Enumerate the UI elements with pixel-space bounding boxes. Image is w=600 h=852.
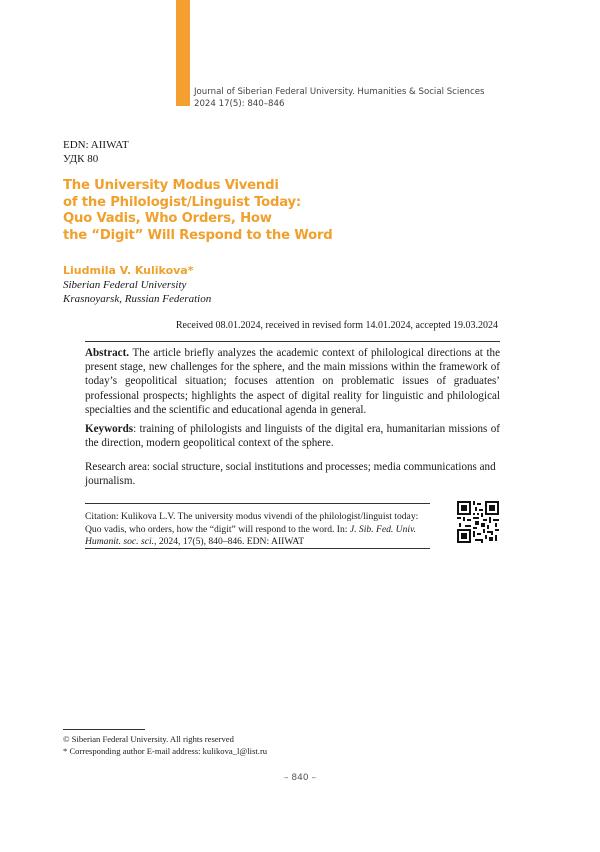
citation-suffix: , 2024, 17(5), 840–846. EDN: AIIWAT [154,536,305,548]
keywords-label: Keywords [85,423,134,435]
copyright-note: © Siberian Federal University. All rights reserved [63,734,234,744]
title-line: the “Digit” Will Respond to the Word [63,227,333,243]
journal-name: Journal of Siberian Federal University. Humanities & Social Sciences [194,87,485,97]
article-identifiers [63,138,129,166]
citation-journal: J. Sib. Fed. Univ. Humanit. soc. sci. [85,523,417,548]
abstract-text: The article briefly analyzes the academic context of philological directions at the present stage, new challenges for the sphere, and the main missions within the framework of today’s geopolitical situation; focuses attention on problematic issues of graduates’ professional prospects; highlights the aspect of digital reality for linguistic and philological specialties and the scientific and educational agenda in general. [85,347,500,416]
keywords-text: : training of philologists and linguists of the digital era, humanitarian missions of the direction, modern geopolitical context of the sphere. [85,423,500,450]
title-line: of the Philologist/Linguist Today: [63,194,301,210]
keywords [85,422,500,450]
header-accent-bar [176,0,190,106]
divider [85,341,500,342]
page-number: – 840 – [284,773,316,783]
edn-code: EDN: AIIWAT [63,139,129,151]
affiliation-institution: Siberian Federal University [63,279,187,291]
abstract [85,346,500,417]
footnote-divider [63,729,145,730]
footnotes [63,733,267,757]
title-line: The University Modus Vivendi [63,178,279,193]
abstract-label: Abstract. [85,347,130,359]
corresponding-author-note: * Corresponding author E-mail address: kulikova_l@list.ru [63,746,268,756]
citation-prefix: Citation: Kulikova L.V. The university modus vivendi of the philologist/linguist today: Quo vadis, who orders, how the “digit” will respond to the word. In: [85,511,419,535]
journal-issue: 2024 17(5): 840–846 [194,99,285,109]
article-title [63,178,503,244]
citation [85,511,430,549]
qr-code-icon [457,501,499,543]
author-affiliation [63,278,211,306]
journal-header [194,86,485,110]
divider [85,503,430,504]
author-name: Liudmila V. Kulikova* [63,264,194,277]
received-dates: Received 08.01.2024, received in revised form 14.01.2024, accepted 19.03.2024 [175,320,498,331]
title-line: Quo Vadis, Who Orders, How [63,211,272,226]
udk-code: УДК 80 [63,153,99,165]
divider [85,548,430,549]
affiliation-location: Krasnoyarsk, Russian Federation [63,293,212,305]
research-area: Research area: social structure, social institutions and processes; media communications and journalism. [85,461,496,488]
